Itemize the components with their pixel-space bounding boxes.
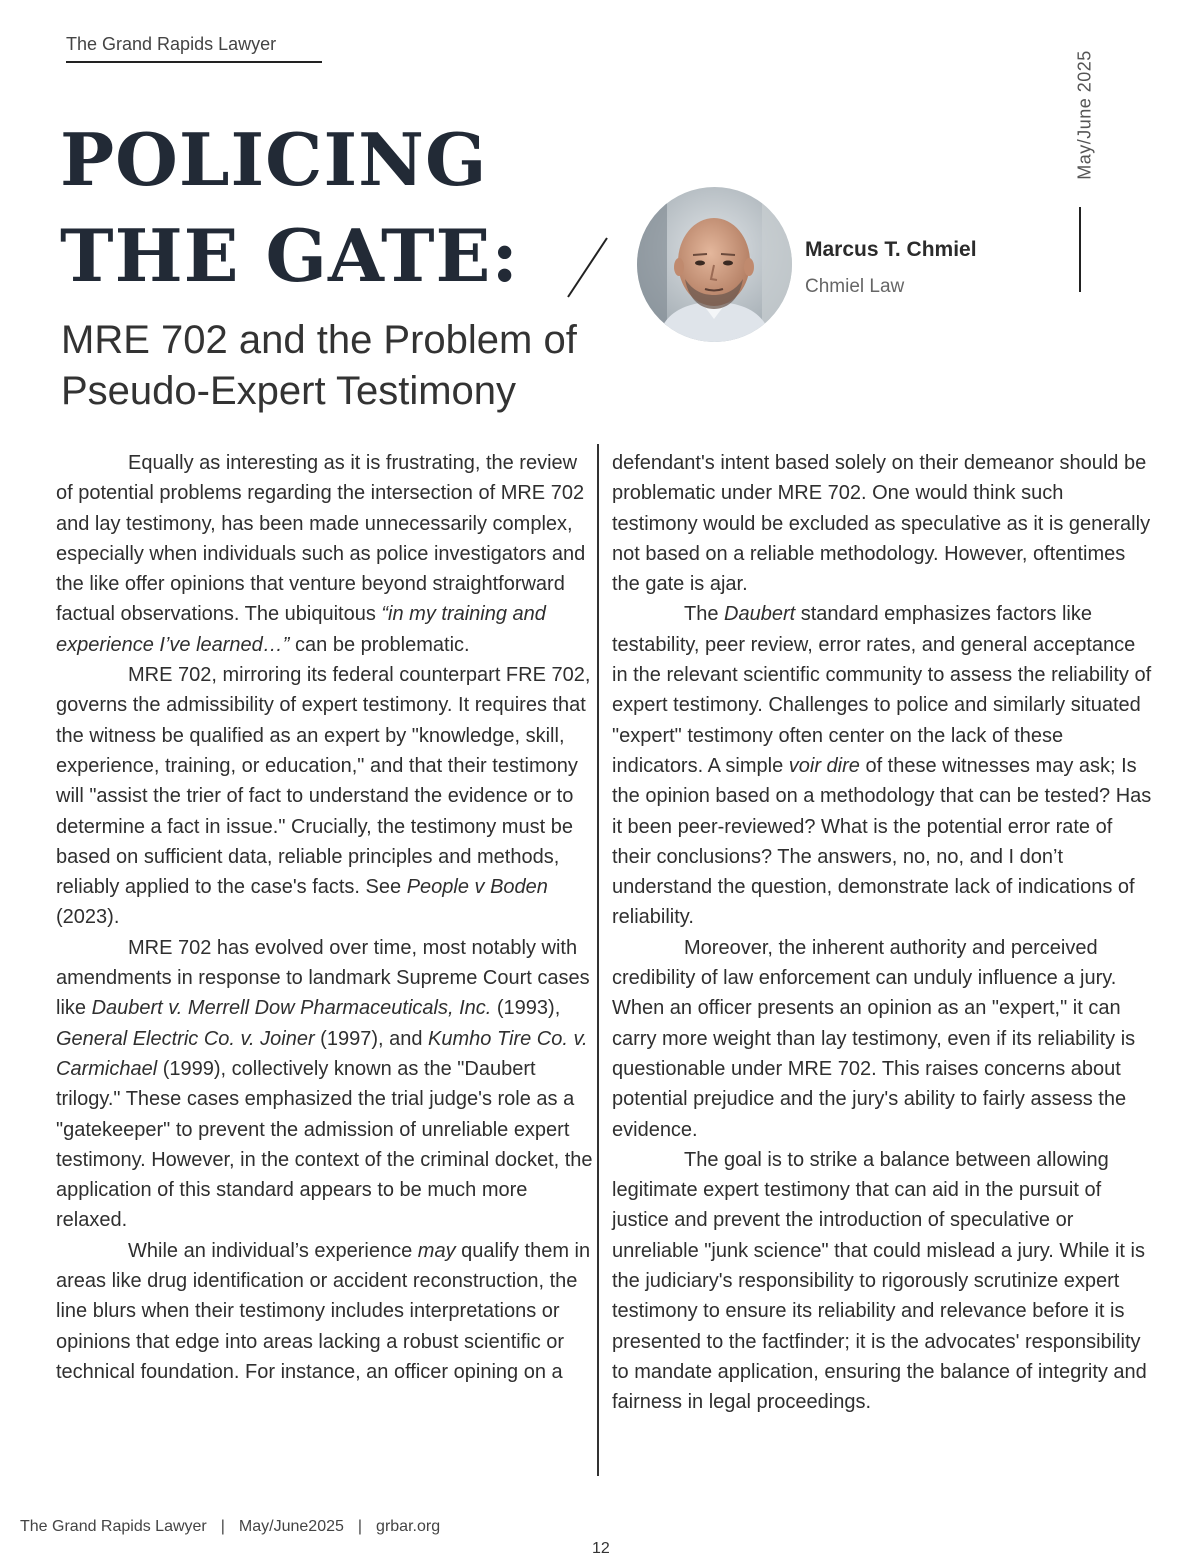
- text-run: of these witnesses may ask; Is the opinion based on a methodology that can be tested? Has it been peer-reviewed? What is the potential error rate of their conclusions? The answers, no, no, and I don’t understand the question, demonstrate lack of indications of reliability.: [612, 754, 1152, 929]
- emphasis-text: “in my training and experience I’ve learned…”: [56, 603, 546, 656]
- author-firm: Chmiel Law: [805, 276, 905, 297]
- emphasis-text: may: [417, 1239, 456, 1262]
- body-paragraph: [56, 933, 596, 1236]
- page-number: 12: [592, 1540, 610, 1553]
- body-paragraph: defendant's intent based solely on their demeanor should be problematic under MRE 702. One would think such testimony would be excluded as speculative as it is generally not based on a reliable methodology. However, oftentimes the gate is ajar.: [612, 452, 1151, 596]
- body-paragraph: [56, 1236, 596, 1387]
- footer-separator: |: [220, 1518, 225, 1535]
- column-divider: [597, 444, 599, 1476]
- text-run: While an individual’s experience: [128, 1239, 418, 1262]
- author-avatar: [637, 187, 792, 342]
- text-run: (2023).: [56, 906, 120, 929]
- article-body-left-column: [56, 448, 596, 1387]
- body-paragraph: The goal is to strike a balance between allowing legitimate expert testimony that can aid in the pursuit of justice and prevent the introduction of speculative or unreliable "junk science" that could mislead a jury. While it is the judiciary's responsibility to rigorously scrutinize expert testimony to ensure its reliability and relevance before it is presented to the factfinder; it is the advocates' responsibility to mandate application, ensuring the balance of integrity and fairness in legal proceedings.: [612, 1148, 1147, 1414]
- case-citation: People v Boden: [406, 876, 548, 899]
- body-paragraph: [612, 599, 1152, 932]
- text-run: standard emphasizes factors like testability, peer review, error rates, and general acceptance in the relevant scientific community to assess the reliability of expert testimony. Challenges to police and similarly situated "expert" testimony often center on the lack of these indicators. A simple: [612, 603, 1152, 777]
- title-line-2: THE GATE:: [60, 213, 519, 298]
- text-run: MRE 702 has evolved over time, most notably with amendments in response to landmark Supreme Court cases like: [56, 936, 590, 1020]
- body-paragraph: [56, 660, 596, 933]
- page-footer: [20, 1518, 440, 1536]
- text-run: qualify them in areas like drug identification or accident reconstruction, the line blurs when their testimony includes interpretations or opinions that edge into areas lacking a robust scientific or technical foundation. For instance, an officer opining on a: [56, 1239, 591, 1383]
- text-run: (1997), and: [314, 1027, 429, 1050]
- case-citation: Daubert: [724, 603, 796, 626]
- body-paragraph: Moreover, the inherent authority and perceived credibility of law enforcement can unduly influence a jury. When an officer presents an opinion as an "expert," it can carry more weight than lay testimony, even if its reliability is questionable under MRE 702. This raises concerns about potential prejudice and the jury's ability to fairly assess the evidence.: [612, 936, 1136, 1141]
- article-body-right-column: [612, 448, 1152, 1418]
- issue-rule: [1079, 207, 1081, 292]
- footer-issue: May/June2025: [238, 1518, 344, 1535]
- text-run: (1999), collectively known as the "Daubert trilogy." These cases emphasized the trial judge's role as a "gatekeeper" to prevent the admission of unreliable expert testimony. However, in the context of the criminal docket, the application of this standard appears to be much more relaxed.: [56, 1057, 593, 1232]
- masthead-rule: [66, 61, 322, 63]
- text-run: The: [684, 603, 725, 626]
- case-citation: Daubert v. Merrell Dow Pharmaceuticals, Inc.: [91, 997, 492, 1020]
- issue-date-vertical: May/June 2025: [1074, 50, 1095, 180]
- case-citation: General Electric Co. v. Joiner: [56, 1027, 315, 1050]
- text-run: MRE 702, mirroring its federal counterpart FRE 702, governs the admissibility of expert testimony. It requires that the witness be qualified as an expert by "knowledge, skill, experience, training, or education," and that their testimony will "assist the trier of fact to understand the evidence or to determine a fact in issue." Crucially, the testimony must be based on sufficient data, reliable principles and methods, reliably applied to the case's facts. See: [56, 664, 591, 899]
- text-run: Equally as interesting as it is frustrating, the review of potential problems regarding the intersection of MRE 702 and lay testimony, has been made unnecessarily complex, especially when individuals such as police investigators and the like offer opinions that venture beyond straightforward factual observations. The ubiquitous: [56, 452, 586, 626]
- emphasis-text: voir dire: [788, 754, 860, 777]
- title-line-1: POLICING: [60, 117, 488, 202]
- body-paragraph: [56, 448, 596, 660]
- text-run: can be problematic.: [289, 633, 470, 656]
- footer-publication: The Grand Rapids Lawyer: [20, 1518, 207, 1535]
- footer-site-link[interactable]: grbar.org: [376, 1518, 441, 1535]
- text-run: (1993),: [491, 997, 561, 1020]
- slash-divider: [563, 235, 613, 300]
- article-title: [60, 112, 519, 304]
- author-name: Marcus T. Chmiel: [805, 238, 977, 261]
- article-subtitle: MRE 702 and the Problem of Pseudo-Expert Testimony: [61, 318, 577, 413]
- masthead-publication: The Grand Rapids Lawyer: [66, 34, 277, 54]
- footer-separator: |: [357, 1518, 363, 1535]
- author-portrait-icon: [637, 187, 792, 342]
- case-citation: Kumho Tire Co. v. Carmichael: [56, 1027, 588, 1080]
